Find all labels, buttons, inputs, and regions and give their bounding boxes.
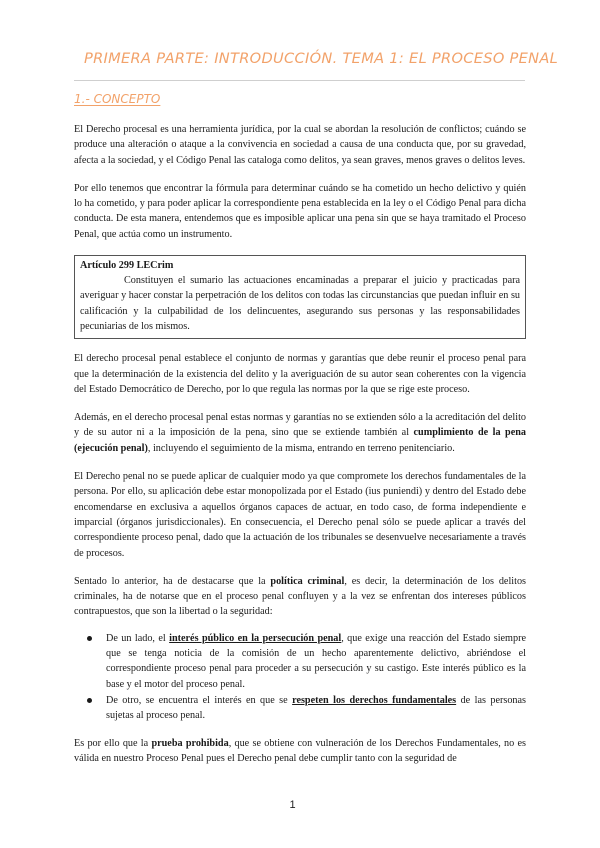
paragraph-6 bbox=[74, 574, 526, 620]
list-item-text-start: De otro, se encuentra el interés en que se bbox=[106, 694, 293, 706]
bullet-icon bbox=[87, 636, 92, 641]
paragraph-4-emphasis: cumplimiento de la pena (ejecución penal) bbox=[74, 427, 526, 454]
paragraph-7-text-end: , que se obtiene con vulneración de los Derechos Fundamentales, no es válida en nuestro Proceso Penal pues el Derecho penal debe cumplir tanto con la seguridad de bbox=[74, 737, 526, 764]
bullet-icon bbox=[87, 698, 92, 703]
paragraph-7 bbox=[74, 736, 526, 767]
article-body: Constituyen el sumario las actuaciones encaminadas a preparar el juicio y practicadas para averiguar y hacer constar la perpetración de los delitos con todas las circunstancias que puedan influir en su calificación y la culpabilidad de los delincuentes, asegurando sus personas y las responsabilidades pecuniarias de los mismos. bbox=[80, 275, 520, 332]
paragraph-7-emphasis: prueba prohibida bbox=[151, 737, 229, 749]
section-heading: 1.- CONCEPTO bbox=[74, 92, 161, 106]
paragraph-2: Por ello tenemos que encontrar la fórmula para determinar cuándo se ha cometido un hecho delictivo y quién lo ha cometido, y para poder aplicar la correspondiente pena establecida en la ley o el Código Penal para dicha conducta. De esta manera, entendemos que es imposible aplicar una pena sin que se haya tramitado el Proceso Penal, que actúa como un instrumento. bbox=[74, 182, 526, 240]
paragraph-1: El Derecho procesal es una herramienta jurídica, por la cual se abordan la resolución de conflictos; cuándo se produce una alteración o ataque a la convivencia en sociedad a causa de una conducta que, por su gravedad, afecta a la sociedad, y el Código Penal las cataloga como delitos, ya sean graves, menos graves o delitos leves. bbox=[74, 124, 526, 166]
article-quote-box bbox=[74, 255, 526, 339]
article-title: Artículo 299 LECrim bbox=[80, 260, 174, 272]
title-divider bbox=[74, 80, 525, 81]
paragraph-6-text-end: , es decir, la determinación de los delitos criminales, ha de notarse que en el proceso penal confluyen y a la vez se enfrentan dos intereses públicos contrapuestos, que son la libertad o la seguridad: bbox=[74, 575, 527, 618]
list-item-text-start: De un lado, el bbox=[106, 632, 170, 644]
list-item bbox=[74, 631, 526, 692]
list-item-emphasis: interés público en la persecución penal bbox=[169, 632, 342, 644]
list-item-text-end: , que exige una reacción del Estado siempre que se tenga noticia de la comisión de un hecho aparentemente delictivo, abriéndose el correspondiente proceso penal para proceder a su persecución y su castigo. Este interés público es la base y el motor del proceso penal. bbox=[106, 632, 526, 690]
paragraph-4-text-end: , incluyendo el seguimiento de la misma, entrando en terreno penitenciario. bbox=[147, 442, 455, 454]
paragraph-5: El Derecho penal no se puede aplicar de cualquier modo ya que compromete los derechos fundamentales de la persona. Por ello, su aplicación debe estar monopolizada por el Estado (ius puniendi) y dentro del Estado debe encomendarse en exclusiva a aquellos órganos capaces de actuar, en todo caso, de forma independiente e imparcial (órganos jurisdiccionales). En consecuencia, el Derecho penal sólo se puede aplicar a través del correspondiente proceso penal, dado que la actuación de los tribunales se desenvuelve necesariamente a través de procesos. bbox=[74, 471, 526, 559]
page-number: 1 bbox=[289, 799, 296, 811]
paragraph-4-text-start: Además, en el derecho procesal penal estas normas y garantías no se extienden sólo a la acreditación del delito y de su autor ni a la imposición de la pena, sino que se extiende también al bbox=[74, 412, 526, 439]
paragraph-3: El derecho procesal penal establece el conjunto de normas y garantías que debe reunir el proceso penal para que la determinación de la existencia del delito y la averiguación de su autor sean coherentes con la vigencia del Estado Democrático de Derecho, por lo que regula las normas por la que se rige este proceso. bbox=[74, 353, 526, 395]
list-item bbox=[74, 693, 526, 724]
interests-list bbox=[74, 631, 526, 724]
document-body bbox=[74, 122, 526, 779]
paragraph-6-text-start: Sentado lo anterior, ha de destacarse que la bbox=[74, 575, 271, 587]
paragraph-6-emphasis: política criminal bbox=[270, 575, 345, 587]
paragraph-4 bbox=[74, 410, 526, 456]
paragraph-7-text-start: Es por ello que la bbox=[74, 737, 152, 749]
list-item-text-end: de las personas sujetas al proceso penal. bbox=[106, 694, 527, 722]
page-title: PRIMERA PARTE: INTRODUCCIÓN. TEMA 1: EL PROCESO PENAL bbox=[84, 50, 559, 67]
list-item-emphasis: respeten los derechos fundamentales bbox=[292, 694, 457, 706]
